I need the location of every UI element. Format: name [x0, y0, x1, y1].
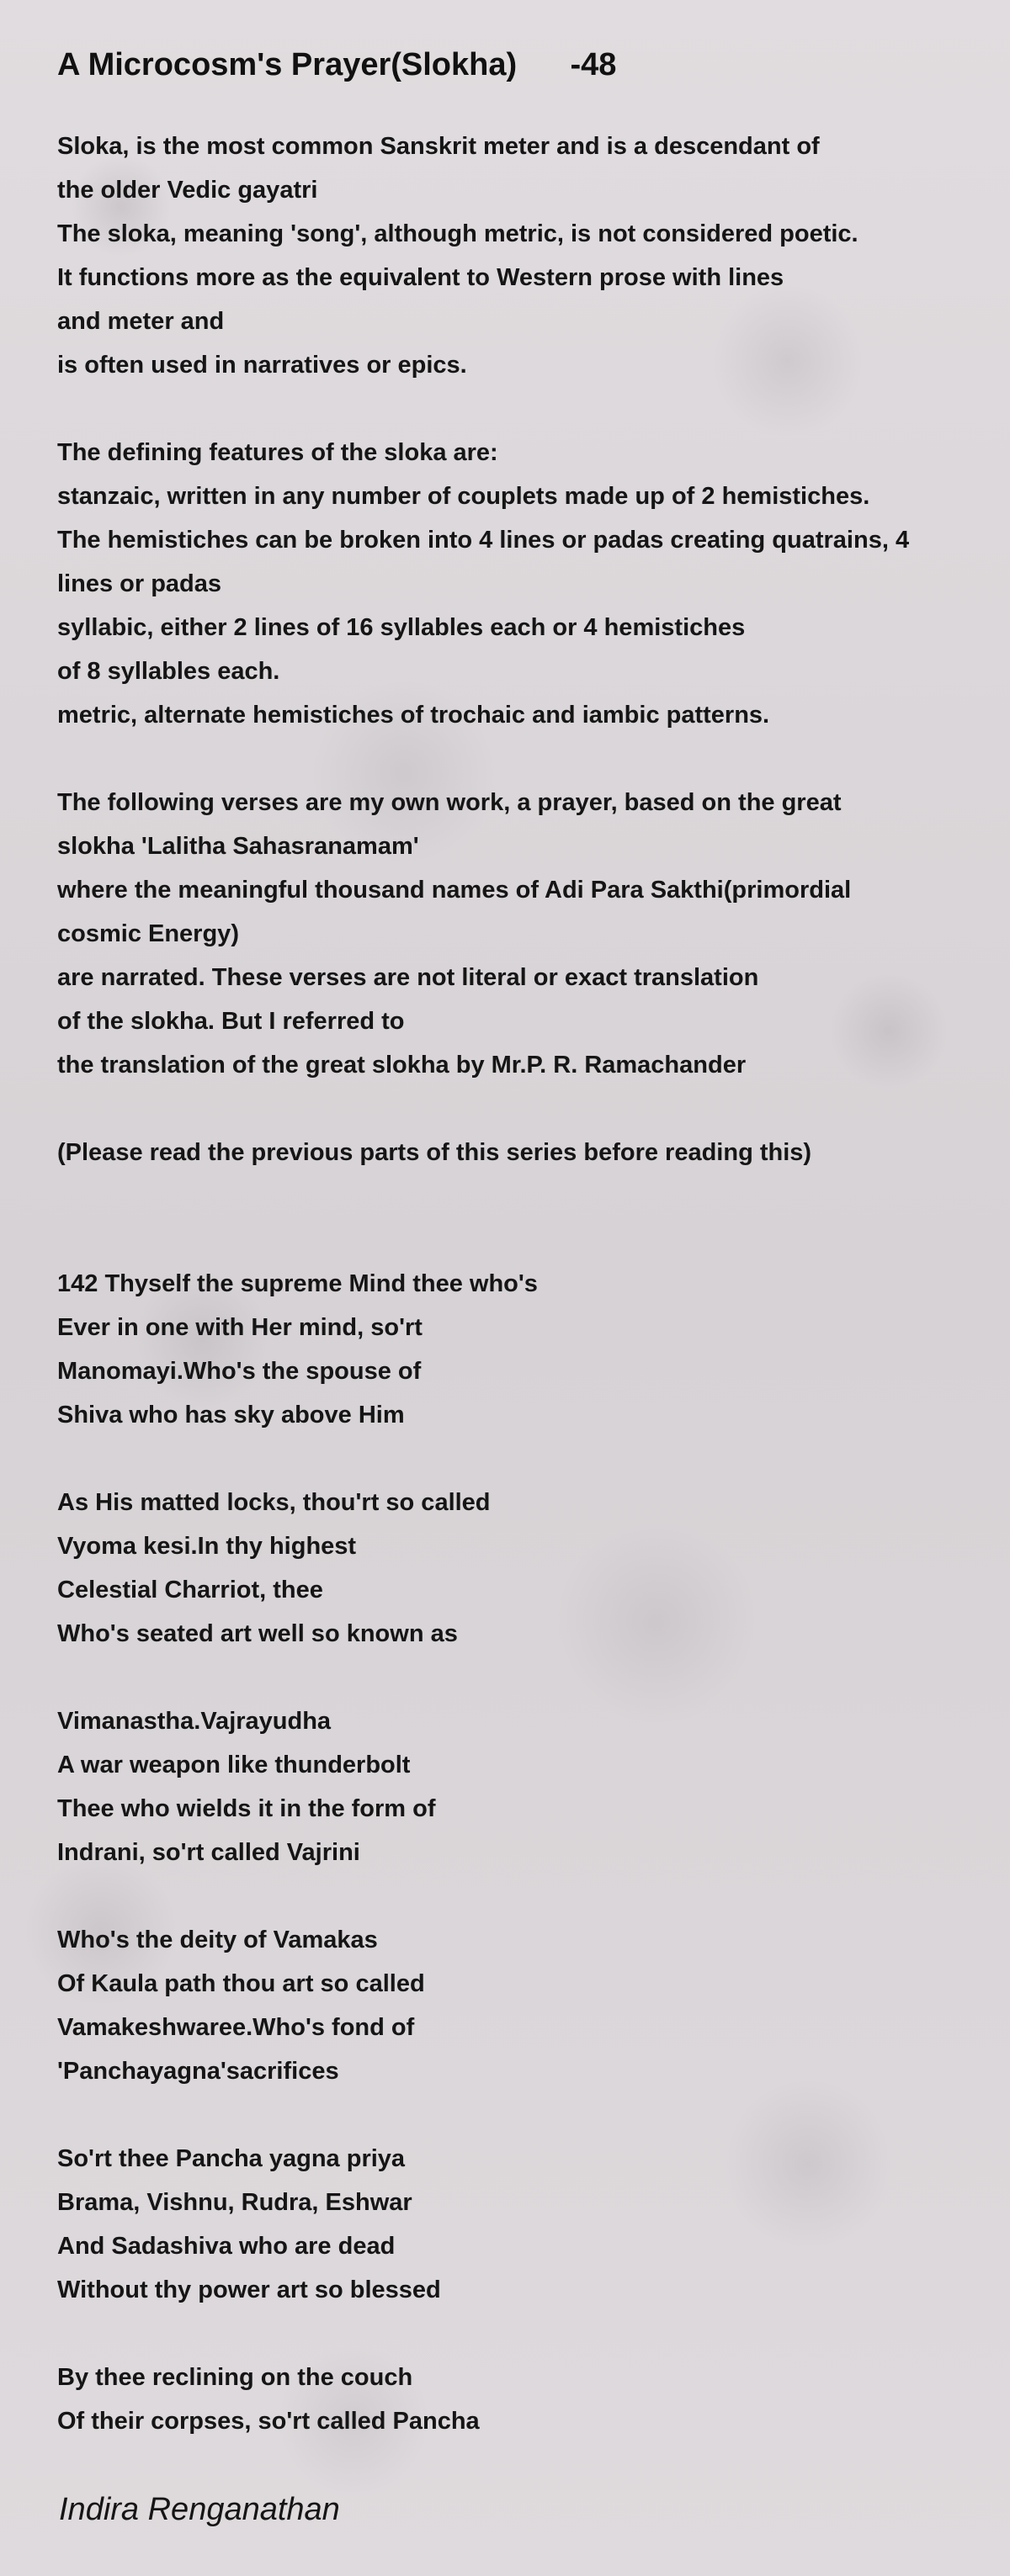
stanza-gap	[57, 737, 1003, 781]
poem-line: It functions more as the equivalent to Western prose with lines	[57, 264, 784, 291]
poem-line: And Sadashiva who are dead	[57, 2233, 396, 2260]
poem-line: Who's seated art well so known as	[57, 1620, 458, 1647]
stanza-gap	[57, 387, 1003, 431]
poem-line: the translation of the great slokha by Mr.P. R. Ramachander	[57, 1052, 747, 1079]
poem-line: metric, alternate hemistiches of trochaic and iambic patterns.	[57, 702, 770, 729]
stanza-gap	[57, 1218, 1003, 1262]
poem-line: syllabic, either 2 lines of 16 syllables each or 4 hemistiches	[57, 614, 746, 641]
poem-line: A war weapon like thunderbolt	[57, 1752, 411, 1778]
poem-line: Ever in one with Her mind, so'rt	[57, 1314, 423, 1341]
poem-line: Manomayi.Who's the spouse of	[57, 1358, 422, 1385]
poem-line: Brama, Vishnu, Rudra, Eshwar	[57, 2189, 412, 2216]
stanza-gap	[57, 2312, 1003, 2356]
poem-line: the older Vedic gayatri	[57, 177, 318, 204]
stanza-gap	[57, 1087, 1003, 1131]
poem-line: The hemistiches can be broken into 4 lines or padas creating quatrains, 4	[57, 527, 910, 554]
poem-line: and meter and	[57, 308, 225, 335]
poem-line: The sloka, meaning 'song', although metric, is not considered poetic.	[57, 220, 858, 247]
poem-line: Shiva who has sky above Him	[57, 1402, 405, 1428]
poem-line: Celestial Charriot, thee	[57, 1577, 323, 1603]
poem-line: stanzaic, written in any number of couplets made up of 2 hemistiches.	[57, 483, 870, 510]
poem-line: of 8 syllables each.	[57, 658, 280, 685]
poem-line: Vimanastha.Vajrayudha	[57, 1708, 332, 1735]
poem-line: 142 Thyself the supreme Mind thee who's	[57, 1270, 538, 1297]
stanza-gap	[57, 1174, 1003, 1218]
poem-author: Indira Renganathan	[59, 2492, 340, 2527]
stanza-gap	[57, 2093, 1003, 2137]
poem-body	[57, 125, 1003, 2443]
stanza-gap	[57, 1437, 1003, 1481]
poem-line: Of Kaula path thou art so called	[57, 1970, 425, 1997]
poem-line: (Please read the previous parts of this series before reading this)	[57, 1139, 812, 1166]
poem-title: A Microcosm's Prayer(Slokha) -48	[57, 47, 617, 82]
stanza-gap	[57, 1656, 1003, 1699]
poem-line: The following verses are my own work, a prayer, based on the great	[57, 789, 842, 816]
poem-line: As His matted locks, thou'rt so called	[57, 1489, 491, 1516]
poem-line: The defining features of the sloka are:	[57, 439, 498, 466]
poem-line: 'Panchayagna'sacrifices	[57, 2058, 339, 2085]
poem-line: Of their corpses, so'rt called Pancha	[57, 2408, 480, 2435]
poem-line: is often used in narratives or epics.	[57, 352, 467, 379]
poem-line: Indrani, so'rt called Vajrini	[57, 1839, 360, 1866]
poem-line: Thee who wields it in the form of	[57, 1795, 436, 1822]
poem-line: cosmic Energy)	[57, 920, 239, 947]
poem-line: are narrated. These verses are not literal or exact translation	[57, 964, 759, 991]
poem-line: Vamakeshwaree.Who's fond of	[57, 2014, 415, 2041]
poem-line: Who's the deity of Vamakas	[57, 1927, 378, 1953]
poem-line: Without thy power art so blessed	[57, 2277, 441, 2303]
poem-line: slokha 'Lalitha Sahasranamam'	[57, 833, 419, 860]
poem-line: Sloka, is the most common Sanskrit meter and is a descendant of	[57, 133, 820, 160]
poem-line: Vyoma kesi.In thy highest	[57, 1533, 357, 1560]
poem-line: lines or padas	[57, 570, 222, 597]
poem-line: So'rt thee Pancha yagna priya	[57, 2145, 406, 2172]
poem-line: By thee reclining on the couch	[57, 2364, 413, 2391]
poem-line: of the slokha. But I referred to	[57, 1008, 405, 1035]
stanza-gap	[57, 1874, 1003, 1918]
poem-line: where the meaningful thousand names of Adi Para Sakthi(primordial	[57, 877, 852, 904]
